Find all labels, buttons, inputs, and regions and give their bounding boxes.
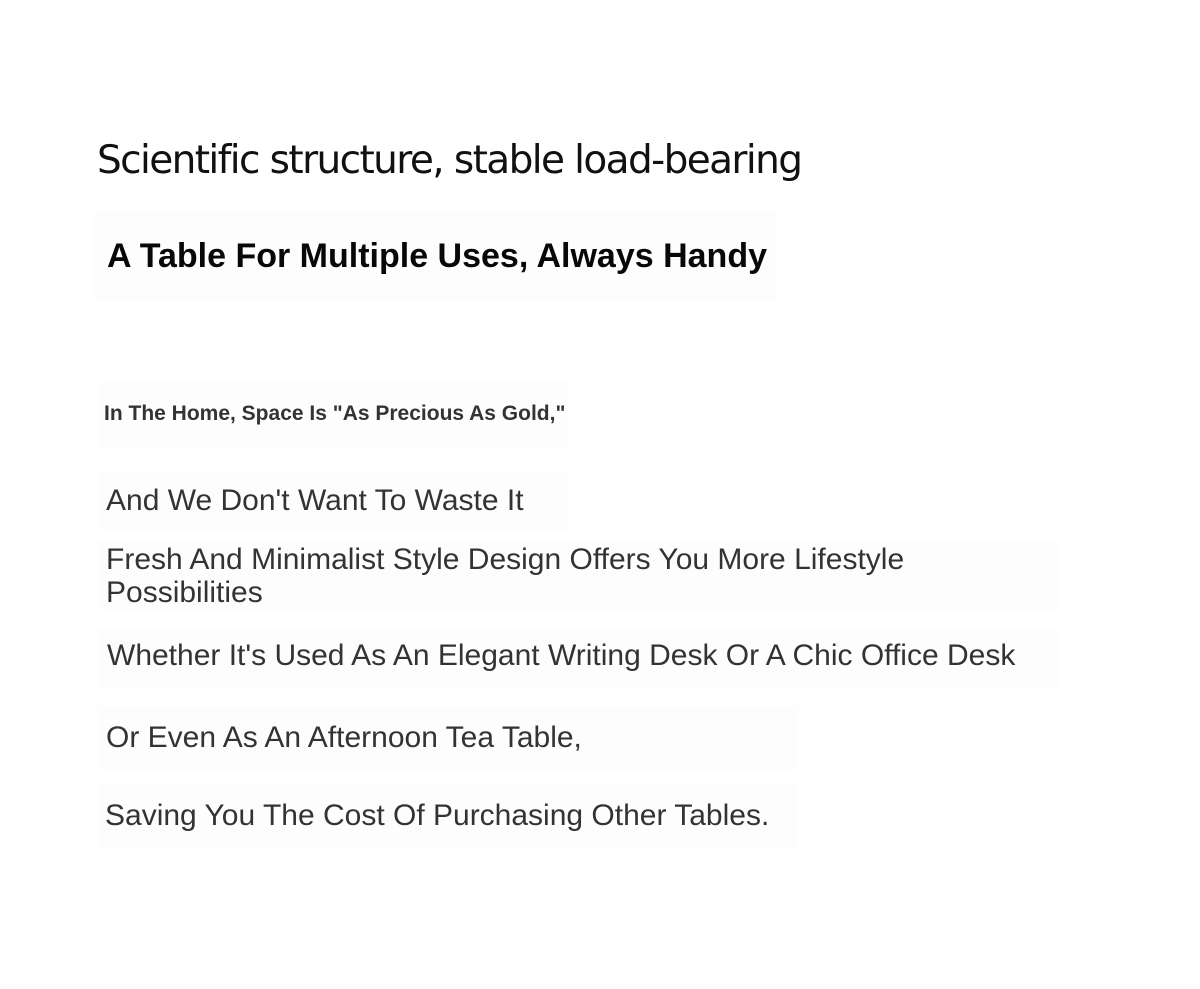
body-line-desk-uses: Whether It's Used As An Elegant Writing Desk Or A Chic Office Desk [98,628,1058,688]
body-line-lifestyle: Fresh And Minimalist Style Design Offers You More Lifestyle Possibilities [98,540,1058,610]
body-line-waste: And We Don't Want To Waste It [98,472,568,530]
body-line-tea-table: Or Even As An Afternoon Tea Table, [98,706,798,770]
page-title: Scientific structure, stable load-bearing [97,138,802,183]
page-subtitle: A Table For Multiple Uses, Always Handy [94,210,776,302]
body-line-saving-cost: Saving You The Cost Of Purchasing Other Tables. [98,784,798,848]
body-line-space-precious: In The Home, Space Is "As Precious As Gold," [98,382,568,448]
